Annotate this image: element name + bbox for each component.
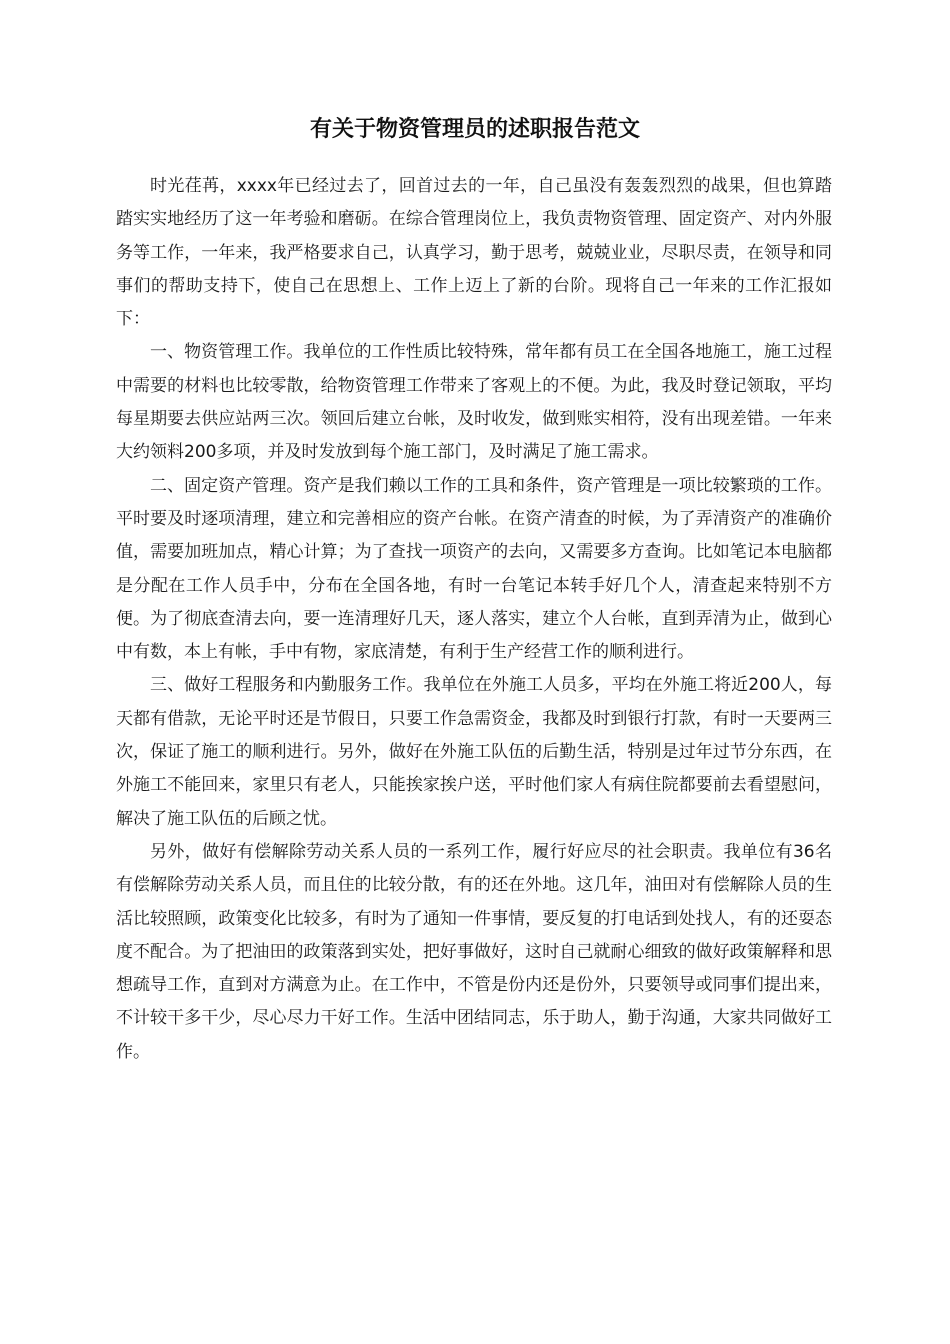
- document-title: 有关于物资管理员的述职报告范文: [309, 117, 640, 142]
- document-body: [116, 170, 832, 1069]
- paragraph-intro: 时光荏苒，xxxx年已经过去了，回首过去的一年，自己虽没有轰轰烈烈的战果，但也算踏踏实实地经历了这一年考验和磨砺。在综合管理岗位上，我负责物资管理、固定资产、对内外服务等工作，一年来，我严格要求自己，认真学习，勤于思考，兢兢业业，尽职尽责，在领导和同事们的帮助支持下，使自己在思想上、工作上迈上了新的台阶。现将自己一年来的工作汇报如下：: [116, 176, 832, 330]
- paragraph-fixed-assets: 二、固定资产管理。资产是我们赖以工作的工具和条件，资产管理是一项比较繁琐的工作。平时要及时逐项清理，建立和完善相应的资产台帐。在资产清查的时候，为了弄清资产的准确价值，需要加班加点，精心计算；为了查找一项资产的去向，又需要多方查询。比如笔记本电脑都是分配在工作人员手中，分布在全国各地，有时一台笔记本转手好几个人，清查起来特别不方便。为了彻底查清去向，要一连清理好几天，逐人落实，建立个人台帐，直到弄清为止，做到心中有数，本上有帐，手中有物，家底清楚，有利于生产经营工作的顺利进行。: [116, 475, 832, 663]
- paragraph-labor-relations: 另外，做好有偿解除劳动关系人员的一系列工作，履行好应尽的社会职责。我单位有36名有偿解除劳动关系人员，而且住的比较分散，有的还在外地。这几年，油田对有偿解除人员的生活比较照顾，政策变化比较多，有时为了通知一件事情，要反复的打电话到处找人，有的还耍态度不配合。为了把油田的政策落到实处，把好事做好，这时自己就耐心细致的做好政策解释和思想疏导工作，直到对方满意为止。在工作中，不管是份内还是份外，只要领导或同事们提出来，不计较干多干少，尽心尽力干好工作。生活中团结同志，乐于助人，勤于沟通，大家共同做好工作。: [116, 841, 832, 1062]
- paragraph-materials-management: 一、物资管理工作。我单位的工作性质比较特殊，常年都有员工在全国各地施工，施工过程中需要的材料也比较零散，给物资管理工作带来了客观上的不便。为此，我及时登记领取，平均每星期要去供应站两三次。领回后建立台帐，及时收发，做到账实相符，没有出现差错。一年来大约领料200多项，并及时发放到每个施工部门，及时满足了施工需求。: [116, 342, 832, 463]
- paragraph-services: 三、做好工程服务和内勤服务工作。我单位在外施工人员多，平均在外施工将近200人，每天都有借款，无论平时还是节假日，只要工作急需资金，我都及时到银行打款，有时一天要两三次，保证了施工的顺利进行。另外，做好在外施工队伍的后勤生活，特别是过年过节分东西，在外施工不能回来，家里只有老人，只能挨家挨户送，平时他们家人有病住院都要前去看望慰问，解决了施工队伍的后顾之忧。: [116, 675, 832, 829]
